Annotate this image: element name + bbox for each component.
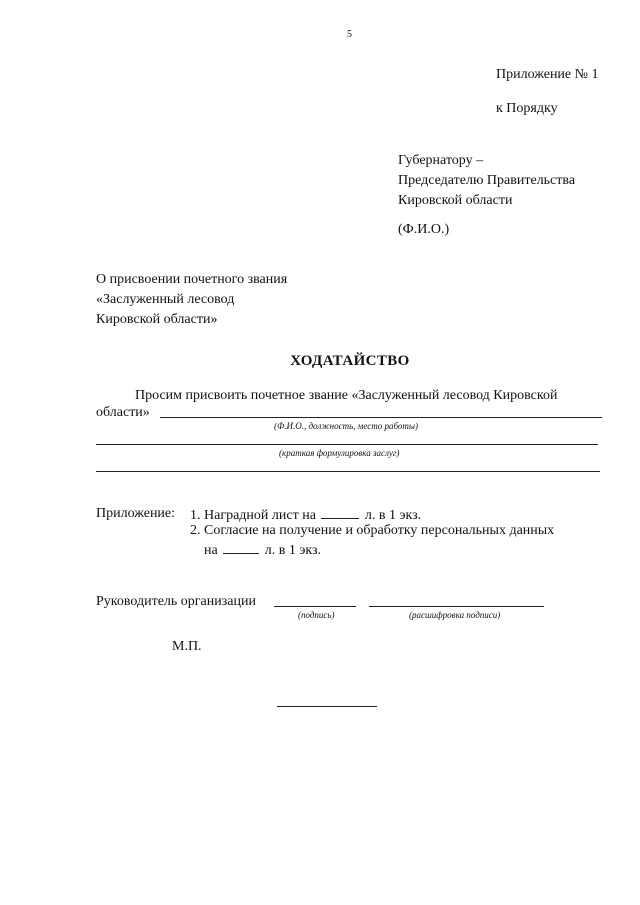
signature-caption: (подпись) [298, 610, 335, 620]
order-reference: к Порядку [496, 101, 558, 116]
addressee-fio: (Ф.И.О.) [398, 222, 450, 237]
document-title: ХОДАТАЙСТВО [290, 353, 410, 369]
attachment-item-1-prefix: 1. Наградной лист на [190, 508, 316, 523]
head-of-organization-label: Руководитель организации [96, 594, 256, 609]
petition-text-line2: области» [96, 405, 150, 420]
appendix-heading: Приложение № 1 [496, 67, 599, 82]
stamp-placeholder: М.П. [172, 639, 202, 654]
addressee-line: Кировской области [398, 193, 513, 208]
page-number: 5 [347, 29, 352, 40]
attachment-item-1-pages-blank [321, 505, 359, 519]
attachment-item-2: 2. Согласие на получение и обработку персональных данных [190, 523, 555, 538]
merits-caption: (краткая формулировка заслуг) [279, 448, 400, 458]
person-caption: (Ф.И.О., должность, место работы) [274, 421, 419, 431]
person-fill-line [160, 417, 602, 418]
closing-rule [277, 706, 377, 707]
subject-line: О присвоении почетного звания [96, 272, 288, 287]
attachment-item-2-suffix: л. в 1 экз. [264, 543, 321, 558]
attachment-item-2-pages [204, 540, 321, 559]
subject-line: Кировской области» [96, 312, 218, 327]
signature-decoding-line [369, 606, 544, 607]
subject-line: «Заслуженный лесовод [96, 292, 235, 307]
attachment-item-2-pages-blank [223, 540, 259, 554]
signature-line [274, 606, 356, 607]
attachments-label: Приложение: [96, 506, 176, 521]
attachment-item-2-prefix: на [204, 543, 218, 558]
merits-fill-line-1 [96, 444, 598, 445]
petition-text-line1: Просим присвоить почетное звание «Заслуженный лесовод Кировской [135, 388, 558, 403]
subject-block [96, 270, 287, 330]
addressee-block [398, 151, 575, 211]
addressee-line: Председателю Правительства [398, 173, 576, 188]
addressee-line: Губернатору – [398, 153, 484, 168]
merits-fill-line-2 [96, 471, 600, 472]
signature-decoding-caption: (расшифровка подписи) [409, 610, 501, 620]
attachment-item-1-suffix: л. в 1 экз. [364, 508, 422, 523]
